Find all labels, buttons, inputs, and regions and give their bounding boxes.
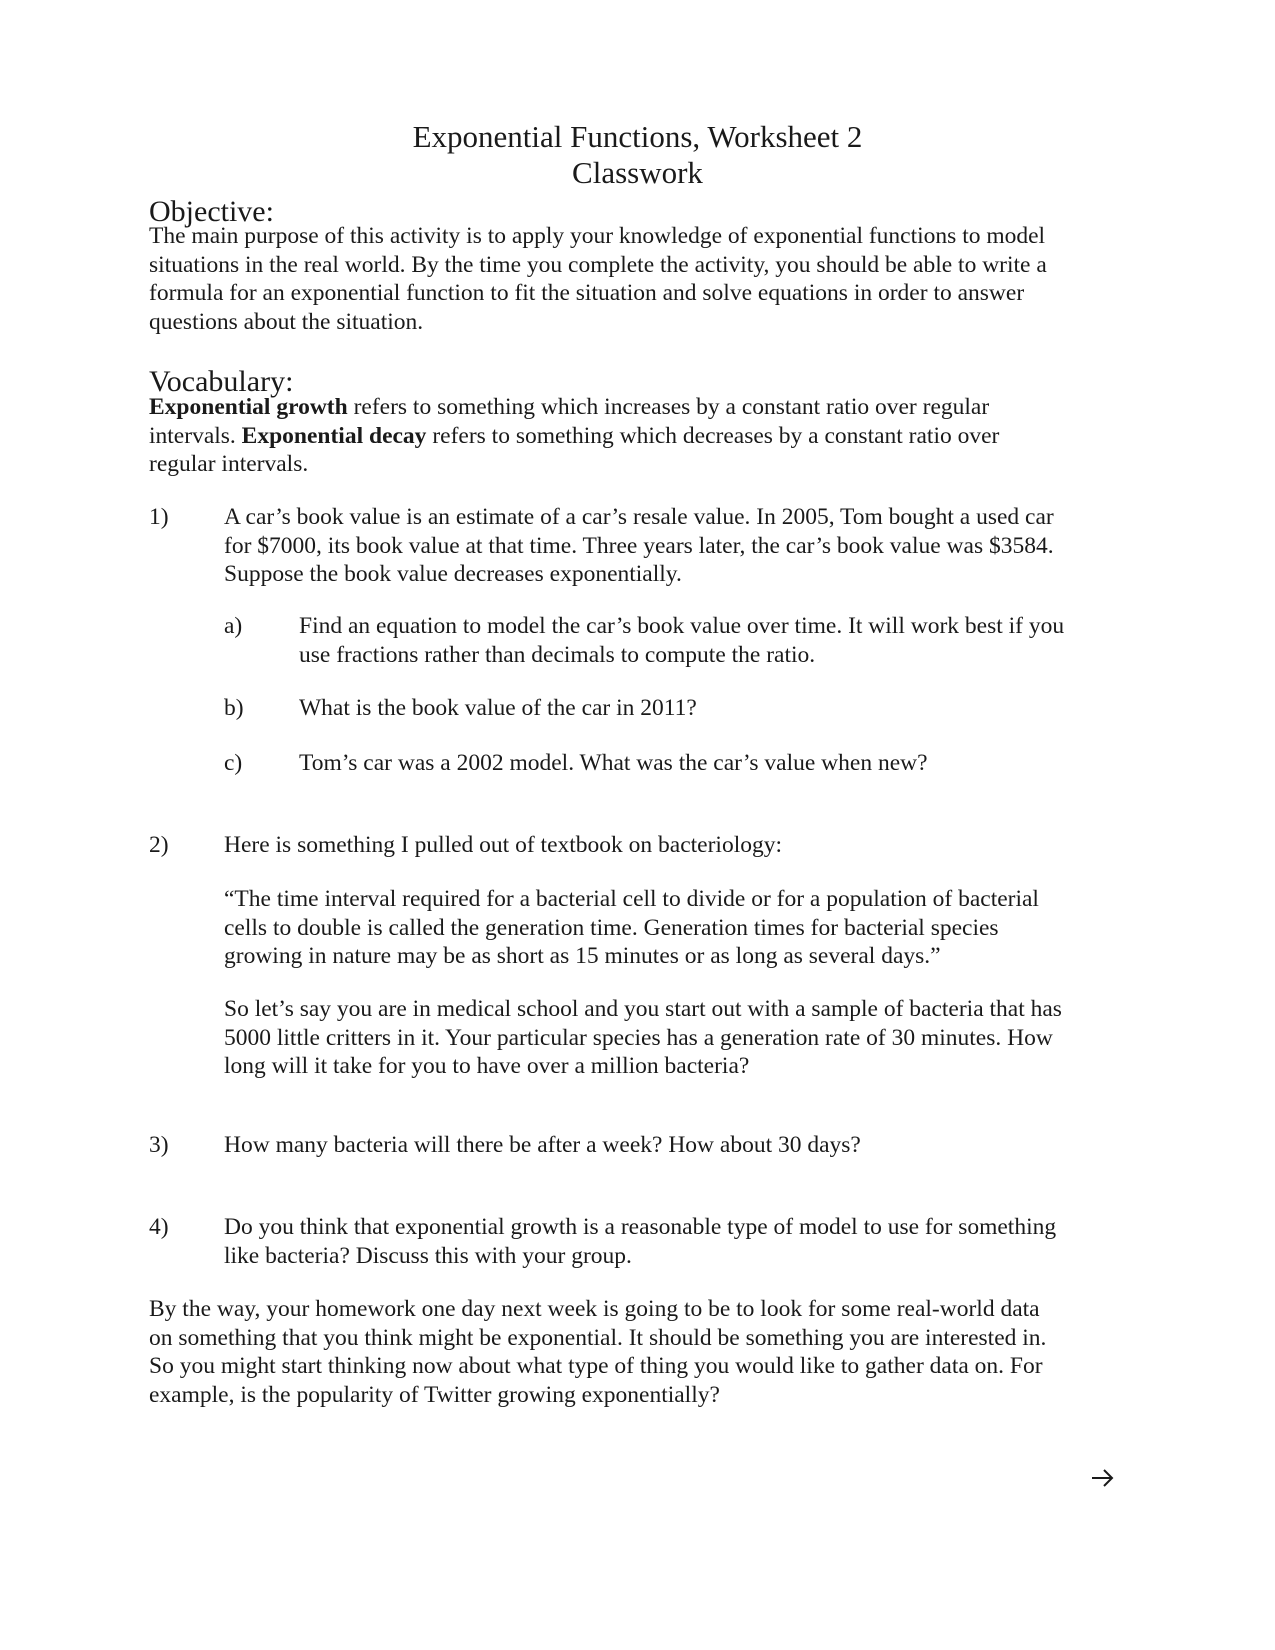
- question-1c-label: c): [224, 750, 243, 776]
- definition-decay: refers to something which decreases by a constant ratio over: [426, 422, 1000, 449]
- question-1b-label: b): [224, 695, 244, 721]
- vocabulary-line: [149, 393, 1109, 422]
- question-4-text: [224, 1213, 1124, 1270]
- objective-line: questions about the situation.: [149, 308, 424, 335]
- vocabulary-line: regular intervals.: [149, 451, 309, 478]
- vocabulary-line: [149, 422, 1109, 451]
- objective-heading: Objective:: [149, 195, 274, 228]
- question-1-text: [224, 503, 1124, 589]
- question-line: Suppose the book value decreases exponentially.: [224, 561, 682, 588]
- objective-line: situations in the real world. By the time you complete the activity, you should be able to write a: [149, 251, 1047, 278]
- closing-line: example, is the popularity of Twitter growing exponentially?: [149, 1381, 720, 1408]
- closing-line: By the way, your homework one day next week is going to be to look for some real-world data: [149, 1296, 1040, 1322]
- vocabulary-text: intervals.: [149, 422, 242, 449]
- vocabulary-heading: Vocabulary:: [149, 365, 294, 398]
- quote-line: growing in nature may be as short as 15 minutes or as long as several days.”: [224, 943, 941, 970]
- closing-line: So you might start thinking now about what type of thing you would like to gather data on. For: [149, 1353, 1043, 1380]
- question-line: Find an equation to model the car’s book value over time. It will work best if you: [299, 613, 1065, 639]
- question-2-number: 2): [149, 832, 169, 858]
- term-exponential-growth: Exponential growth: [149, 394, 348, 420]
- question-line: like bacteria? Discuss this with your group.: [224, 1242, 632, 1269]
- question-2-text: [224, 995, 1124, 1081]
- objective-paragraph: [149, 222, 1109, 336]
- question-line: long will it take for you to have over a million bacteria?: [224, 1053, 750, 1080]
- bacteriology-quote: [224, 885, 1124, 971]
- question-line: for $7000, its book value at that time. Three years later, the car’s book value was $3584.: [224, 532, 1054, 559]
- definition-growth: refers to something which increases by a constant ratio over regular: [347, 394, 990, 420]
- closing-line: on something that you think might be exponential. It should be something you are interested in.: [149, 1324, 1047, 1351]
- question-1a-label: a): [224, 613, 243, 639]
- question-3-text: How many bacteria will there be after a week? How about 30 days?: [224, 1132, 861, 1158]
- question-line: So let’s say you are in medical school and you start out with a sample of bacteria that has: [224, 996, 1062, 1022]
- worksheet-title: Exponential Functions, Worksheet 2: [412, 119, 863, 154]
- vocabulary-paragraph: [149, 393, 1109, 479]
- question-1c-text: Tom’s car was a 2002 model. What was the car’s value when new?: [299, 750, 928, 776]
- objective-line: formula for an exponential function to fit the situation and solve equations in order to answer: [149, 280, 1025, 307]
- question-line: A car’s book value is an estimate of a car’s resale value. In 2005, Tom bought a used car: [224, 504, 1054, 530]
- quote-line: “The time interval required for a bacterial cell to divide or for a population of bacterial: [224, 886, 1039, 912]
- objective-line: The main purpose of this activity is to apply your knowledge of exponential functions to model: [149, 223, 1046, 249]
- question-4-number: 4): [149, 1214, 169, 1240]
- question-3-number: 3): [149, 1132, 169, 1158]
- worksheet-subtitle: Classwork: [572, 155, 703, 190]
- question-1a-text: [299, 612, 1129, 669]
- question-2-intro: Here is something I pulled out of textbook on bacteriology:: [224, 832, 783, 858]
- question-1-number: 1): [149, 504, 169, 530]
- arrow-right-icon: [1090, 1467, 1116, 1489]
- question-line: Do you think that exponential growth is a reasonable type of model to use for something: [224, 1214, 1057, 1240]
- closing-paragraph: [149, 1295, 1109, 1409]
- quote-line: cells to double is called the generation time. Generation times for bacterial species: [224, 914, 999, 941]
- question-line: use fractions rather than decimals to compute the ratio.: [299, 641, 816, 668]
- term-exponential-decay: Exponential decay: [241, 422, 427, 449]
- question-1b-text: What is the book value of the car in 2011?: [299, 695, 697, 721]
- question-line: 5000 little critters in it. Your particular species has a generation rate of 30 minutes. How: [224, 1024, 1053, 1051]
